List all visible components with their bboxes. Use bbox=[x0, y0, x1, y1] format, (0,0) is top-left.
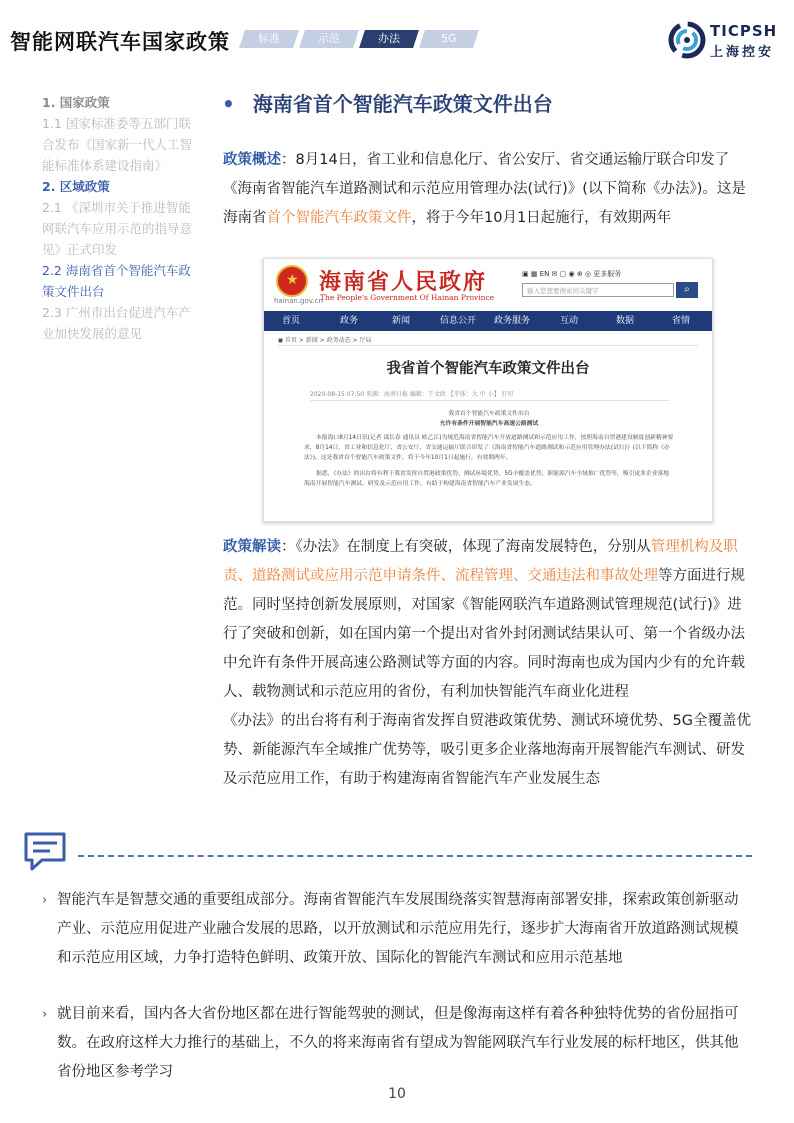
policy-interpretation bbox=[223, 533, 751, 794]
tab-label: 办法 bbox=[378, 32, 400, 45]
tab-label: 标准 bbox=[258, 32, 280, 45]
search-icon: ⌕ bbox=[676, 282, 698, 298]
logo-icon bbox=[668, 21, 706, 59]
national-emblem-icon bbox=[276, 265, 308, 297]
bullet-icon: • bbox=[222, 92, 235, 116]
toc-item[interactable]: 2.3 广州市出台促进汽车产业加快发展的意见 bbox=[42, 305, 191, 341]
chat-bubble-icon bbox=[22, 828, 68, 874]
tab-label: 示范 bbox=[318, 32, 340, 45]
tab-demonstration[interactable] bbox=[299, 30, 359, 48]
note-text: 智能汽车是智慧交通的重要组成部分。海南省智能汽车发展围绕落实智慧海南部署安排，探索政策创新驱动产业、示范应用促进产业融合发展的思路，以开放测试和示范应用先行，逐步扩大海南省开放道路测试规模和示范应用区域，力争打造特色鲜明、政策开放、国际化的智能汽车测试和应用示范基地 bbox=[57, 892, 739, 966]
dashed-divider bbox=[78, 855, 752, 857]
chevron-right-icon: › bbox=[42, 1007, 48, 1022]
gov-site-header bbox=[264, 259, 712, 309]
overview-label: 政策概述 bbox=[223, 152, 281, 168]
overview-sep: ： bbox=[281, 152, 296, 168]
gov-breadcrumb: ◼ 首页 > 新闻 > 政务动态 > 厅局 bbox=[278, 337, 372, 344]
chevron-right-icon: › bbox=[42, 893, 48, 908]
section-heading bbox=[222, 88, 553, 117]
overview-text: ，将于今年10月1日起施行，有效期两年 bbox=[411, 210, 672, 226]
interpretation-highlight: 管理机构及职责、道路测试或应用示范申请条件、流程管理、交通违法和事故处理 bbox=[223, 539, 738, 584]
gov-nav-item: 互动 bbox=[560, 316, 579, 326]
page-title: 智能网联汽车国家政策 bbox=[10, 30, 230, 54]
gov-article-meta: 2020-08-15 07:50 来源：海南日报 编辑：王文政 【字体：大 中 小】 打印 bbox=[310, 391, 514, 398]
overview-text: 8月14日，省工业和信息化厅、省公安厅、省交通运输厅联合印发了《海南省智能汽车道路测试和示范应用管理办法(试行)》(以下简称《办法》)。这是海南省 bbox=[223, 152, 746, 226]
divider bbox=[278, 345, 698, 346]
table-of-contents bbox=[42, 92, 200, 344]
tab-5g[interactable] bbox=[419, 30, 479, 48]
toc-item[interactable]: 1.1 国家标准委等五部门联合发布《国家新一代人工智能标准体系建设指南》 bbox=[42, 116, 193, 173]
gov-nav-item: 省情 bbox=[672, 316, 691, 326]
note-text: 就目前来看，国内各大省份地区都在进行智能驾驶的测试，但是像海南这样有着各种独特优势的省份屈指可数。在政府这样大力推行的基础上，不久的将来海南省有望成为智能网联汽车行业发展的标杆地区，供其他省份地区参考学习 bbox=[57, 1006, 739, 1080]
interpretation-sep: ： bbox=[281, 539, 296, 555]
tab-standard[interactable] bbox=[239, 30, 299, 48]
logo-name: TICPSH bbox=[710, 22, 778, 40]
gov-body-paragraph: 据悉，《办法》的出台将有利于我省发挥自贸港政策优势、测试环境优势、5G全覆盖优势、新能源汽车全域推广优势等，吸引更多企业落地海南开展智能汽车测试、研发及示范应用工作，有助于构建海南省智能汽车产业发展生态。 bbox=[304, 471, 670, 487]
gov-navbar bbox=[264, 311, 712, 331]
gov-url: hainan.gov.cn bbox=[274, 297, 323, 305]
gov-nav-item: 数据 bbox=[616, 316, 635, 326]
toc-section[interactable]: 1. 国家政策 bbox=[42, 95, 110, 110]
gov-name-en: The People's Government Of Hainan Province bbox=[320, 293, 495, 302]
interpretation-text-2: 《办法》的出台将有利于海南省发挥自贸港政策优势、测试环境优势、5G全覆盖优势、新能源汽车全域推广优势等，吸引更多企业落地海南开展智能汽车测试、研发及示范应用工作，有助于构建海南省智能汽车产业发展生态 bbox=[223, 713, 751, 787]
page-number: 10 bbox=[388, 1086, 406, 1102]
overview-highlight: 首个智能汽车政策文件 bbox=[266, 210, 412, 226]
note-item bbox=[42, 886, 752, 973]
heading-text: 海南省首个智能汽车政策文件出台 bbox=[252, 92, 553, 116]
section-tabs bbox=[242, 30, 478, 48]
gov-nav-item: 信息公开 bbox=[440, 316, 477, 326]
tab-label: 5G bbox=[441, 32, 457, 45]
gov-body-paragraph: 本报海口8月14日讯(记者 邵长春 通讯员 欧乙江)为规范海南省智能汽车开放道路测试和示范应用工作，按照海南自贸港建设制度创新精神要求，8月14日，省工业和信息化厅、省公安厅、省交通运输厅联合印发了《海南省智能汽车道路测试和示范应用管理办法(试行)》(以下简称《办法》)。这是我省首个智能汽车政策文件，将于今年10月1日起施行，有效期两年。 bbox=[304, 435, 674, 461]
interpretation-label: 政策解读 bbox=[223, 539, 281, 555]
policy-overview bbox=[223, 146, 751, 233]
gov-body-title: 我省首个智能汽车政策文件出台 bbox=[448, 411, 530, 417]
toc-item[interactable]: 2.1 《深圳市关于推进智能网联汽车应用示范的指导意见》正式印发 bbox=[42, 200, 193, 257]
interpretation-text: 等方面进行规范。同时坚持创新发展原则，对国家《智能网联汽车道路测试管理规范(试行)》进行了突破和创新，如在国内第一个提出对省外封闭测试结果认可、第一个省级办法中允许有条件开展高速公路测试等方面的内容。同时海南也成为国内少有的允许载人、载物测试和示范应用的省份，有利加快智能汽车商业化进程 bbox=[223, 568, 745, 700]
company-logo bbox=[668, 20, 786, 60]
gov-nav-item: 新闻 bbox=[392, 316, 411, 326]
website-screenshot bbox=[263, 258, 713, 522]
gov-nav-item: 政务 bbox=[340, 316, 359, 326]
gov-body-subtitle: 允许有条件开展智能汽车高速公路测试 bbox=[439, 421, 539, 427]
note-item bbox=[42, 1000, 752, 1087]
interpretation-text: 《办法》在制度上有突破，体现了海南发展特色，分别从 bbox=[295, 539, 651, 555]
toc-section[interactable]: 2. 区域政策 bbox=[42, 179, 110, 194]
tab-measures[interactable] bbox=[359, 30, 419, 48]
gov-nav-item: 政务服务 bbox=[494, 316, 531, 326]
gov-article-title: 我省首个智能汽车政策文件出台 bbox=[386, 361, 590, 377]
gov-nav-item: 首页 bbox=[282, 316, 301, 326]
gov-article-body bbox=[304, 409, 674, 489]
gov-top-links: ▣ ▦ EN ✉ ▢ ◉ ⊕ ◎ 更多服务 bbox=[522, 270, 622, 278]
gov-search-input: 输入您想要搜索的关键字 bbox=[522, 283, 674, 297]
toc-item-current[interactable]: 2.2 海南省首个智能汽车政策文件出台 bbox=[42, 263, 191, 299]
divider bbox=[310, 400, 670, 401]
logo-subtitle: 上海控安 bbox=[710, 45, 775, 60]
gov-name: 海南省人民政府 bbox=[319, 269, 488, 295]
